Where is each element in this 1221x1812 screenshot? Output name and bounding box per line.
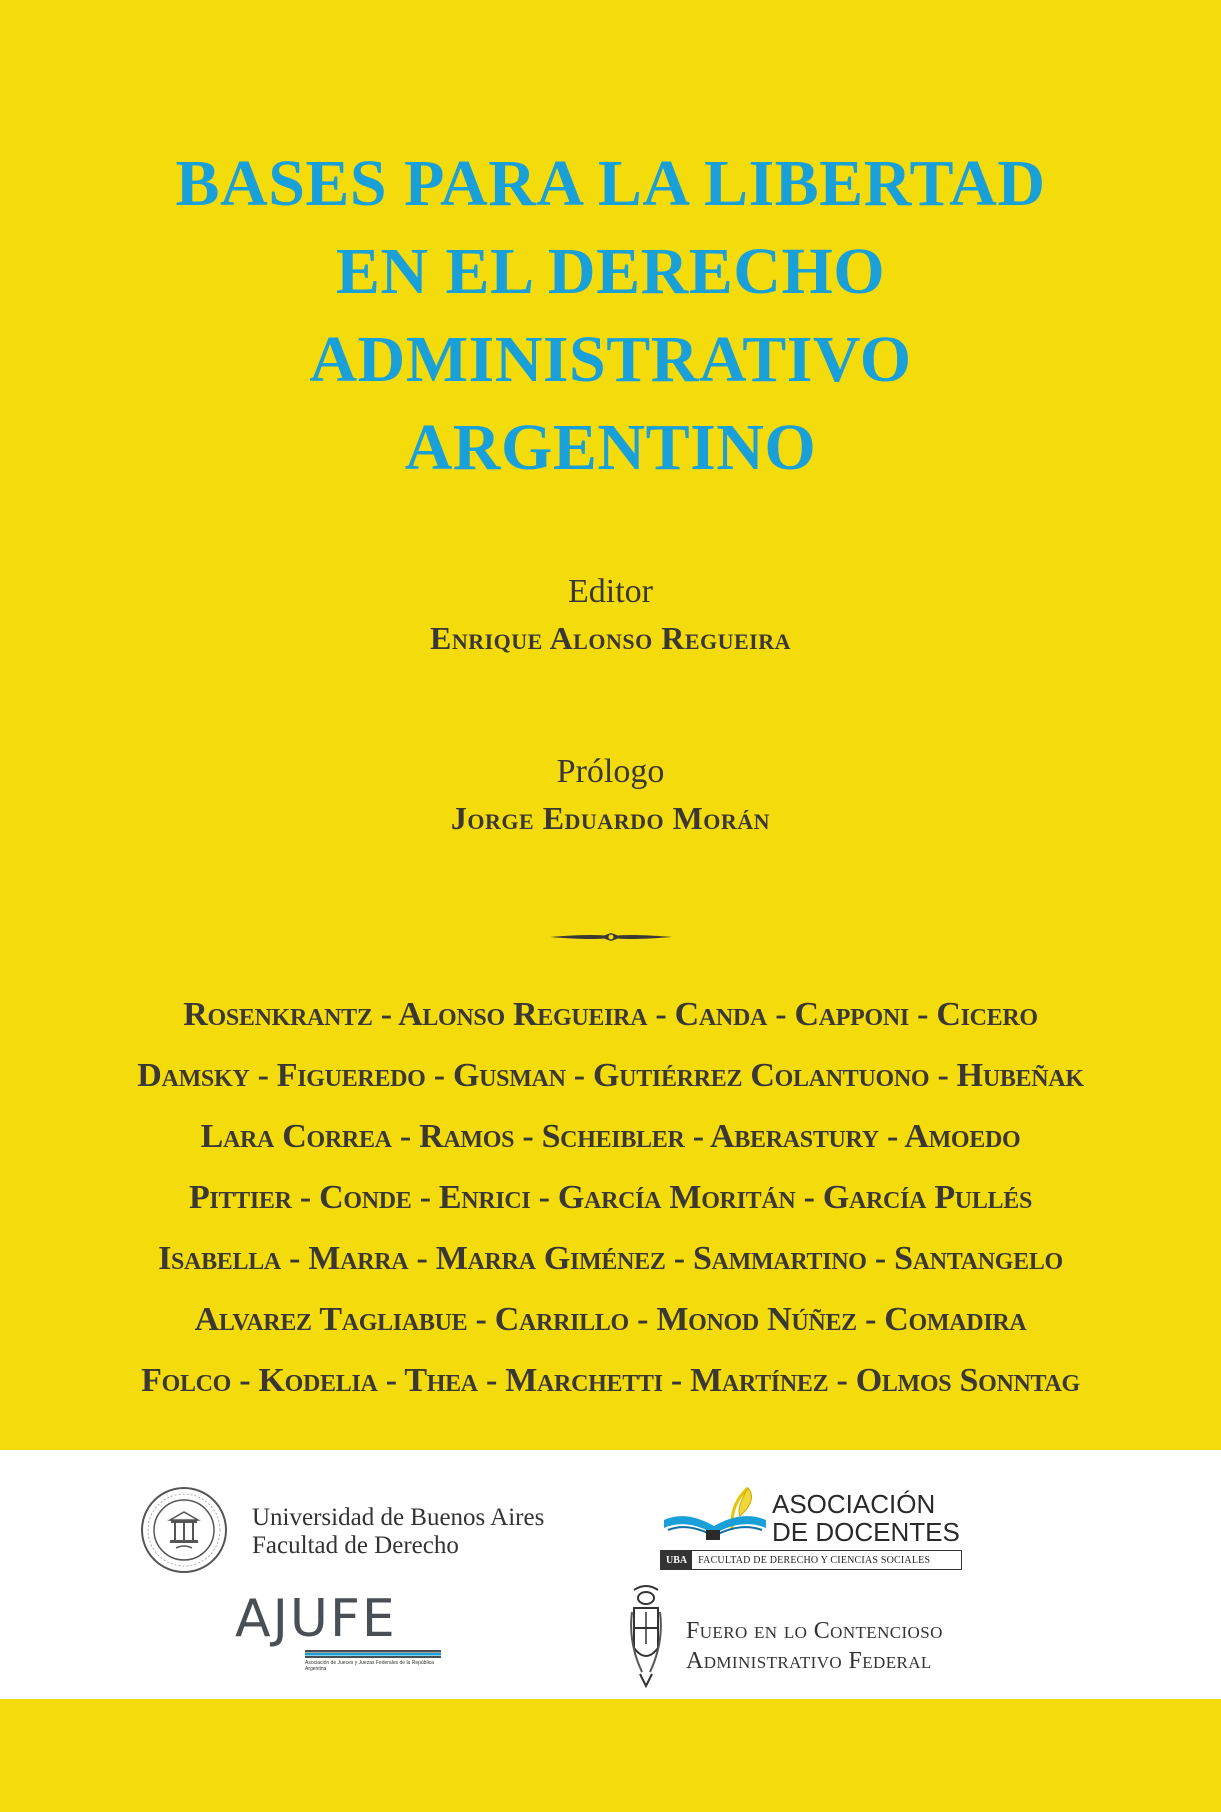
uba-text <box>252 1504 544 1560</box>
asociacion-faculty: FACULTAD DE DERECHO Y CIENCIAS SOCIALES <box>698 1554 931 1566</box>
asociacion-line-1: ASOCIACIÓN <box>772 1489 936 1519</box>
title-line: EN EL DERECHO <box>335 235 886 308</box>
prologue-name: Jorge Eduardo Morán <box>450 800 771 836</box>
authors-line: Folco - Kodelia - Thea - Marchetti - Martínez - Olmos Sonntag <box>141 1362 1080 1399</box>
editor-name: Enrique Alonso Regueira <box>429 620 791 656</box>
asociacion-docentes-logo <box>660 1480 990 1580</box>
authors-line: Isabella - Marra - Marra Giménez - Sammartino - Santangelo <box>158 1240 1063 1277</box>
uba-university-name: Universidad de Buenos Aires <box>252 1504 545 1531</box>
ajufe-flag-stripe-icon <box>305 1650 441 1658</box>
ajufe-subtitle: Asociación de Jueces y Juezas Federales de la República Argentina <box>305 1660 434 1672</box>
prologue-role: Prólogo <box>556 753 665 790</box>
uba-faculty-name: Facultad de Derecho <box>252 1532 459 1559</box>
ornament-divider-icon <box>548 926 674 948</box>
sponsor-footer <box>0 1450 1221 1699</box>
authors-line: Lara Correa - Ramos - Scheibler - Aberastury - Amoedo <box>200 1118 1021 1155</box>
asociacion-line-2: DE DOCENTES <box>772 1517 960 1547</box>
book-quill-icon <box>660 1486 770 1552</box>
asociacion-name <box>772 1490 960 1546</box>
fuero-line-2: Administrativo Federal <box>686 1648 932 1674</box>
authors-line: Rosenkrantz - Alonso Regueira - Canda - Capponi - Cicero <box>183 996 1038 1033</box>
national-coat-of-arms-icon <box>628 1582 664 1690</box>
prologue-credit <box>0 750 1221 842</box>
fuero-contencioso-logo <box>628 1582 1028 1690</box>
authors-line: Damsky - Figueredo - Gusman - Gutiérrez Colantuono - Hubeñak <box>137 1057 1084 1094</box>
university-seal-icon <box>140 1486 228 1574</box>
fuero-text <box>686 1616 943 1676</box>
uba-tag: UBA <box>661 1551 692 1569</box>
book-title <box>0 140 1221 492</box>
fuero-line-1: Fuero en lo Contencioso <box>686 1618 943 1644</box>
ajufe-wordmark: AJUFE <box>235 1589 397 1649</box>
authors-line: Alvarez Tagliabue - Carrillo - Monod Núñez - Comadira <box>194 1301 1027 1338</box>
authors-line: Pittier - Conde - Enrici - García Moritán - García Pullés <box>188 1179 1033 1216</box>
title-line: ARGENTINO <box>404 411 817 484</box>
title-line: BASES PARA LA LIBERTAD <box>175 147 1046 220</box>
ajufe-logo <box>235 1588 455 1678</box>
contributing-authors <box>0 984 1221 1411</box>
editor-role: Editor <box>568 573 653 610</box>
uba-law-faculty-logo <box>140 1486 560 1576</box>
title-line: ADMINISTRATIVO <box>309 323 912 396</box>
editor-credit <box>0 570 1221 662</box>
asociacion-faculty-bar <box>660 1550 962 1570</box>
